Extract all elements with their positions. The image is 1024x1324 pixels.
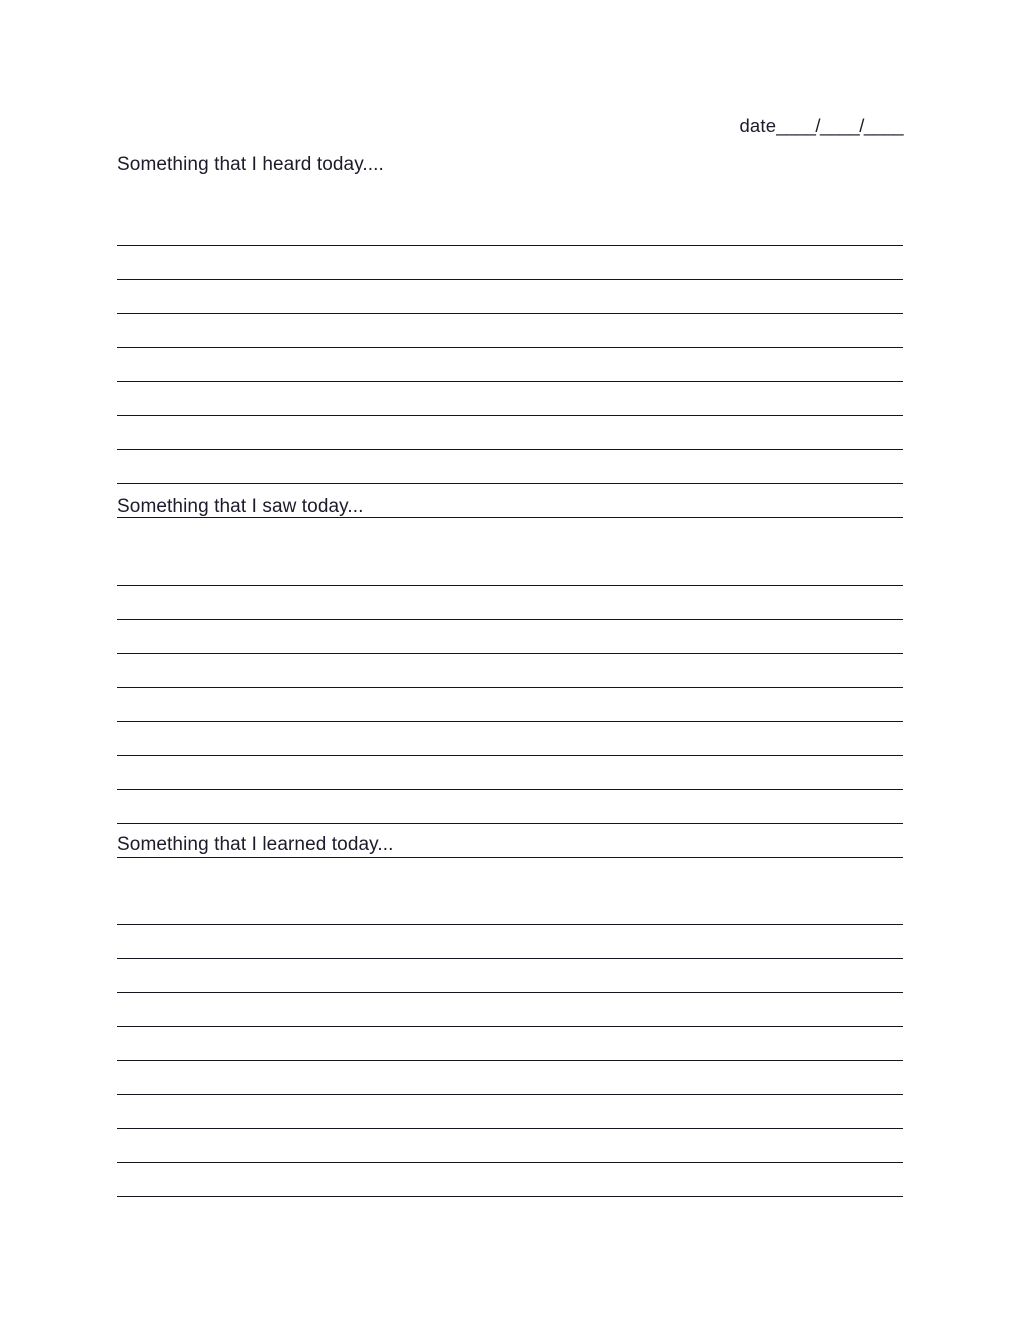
writing-line[interactable] [117, 1129, 903, 1163]
writing-line[interactable] [117, 586, 903, 620]
writing-line[interactable] [117, 790, 903, 824]
writing-line[interactable] [117, 620, 903, 654]
section-saw [117, 497, 903, 858]
writing-line[interactable] [117, 314, 903, 348]
writing-line[interactable] [117, 654, 903, 688]
writing-line[interactable] [117, 756, 903, 790]
writing-line[interactable] [117, 246, 903, 280]
writing-line[interactable] [117, 348, 903, 382]
writing-line[interactable] [117, 382, 903, 416]
writing-line[interactable] [117, 416, 903, 450]
section-heading-learned: Something that I learned today... [117, 834, 394, 855]
writing-line[interactable] [117, 688, 903, 722]
writing-line[interactable] [117, 1163, 903, 1197]
writing-line[interactable] [117, 1095, 903, 1129]
writing-line[interactable] [117, 891, 903, 925]
date-field[interactable] [117, 115, 903, 137]
writing-line[interactable] [117, 450, 903, 484]
section-learned [117, 835, 903, 1197]
date-label: date [739, 115, 777, 136]
writing-line[interactable] [117, 1061, 903, 1095]
writing-lines-heard [117, 212, 903, 518]
writing-line[interactable] [117, 212, 903, 246]
writing-line[interactable] [117, 925, 903, 959]
writing-lines-saw [117, 552, 903, 858]
writing-line[interactable] [117, 280, 903, 314]
writing-line[interactable] [117, 959, 903, 993]
writing-line[interactable] [117, 552, 903, 586]
writing-line[interactable] [117, 1027, 903, 1061]
section-heading-saw: Something that I saw today... [117, 496, 364, 517]
writing-line[interactable] [117, 993, 903, 1027]
section-heading-heard: Something that I heard today.... [117, 154, 384, 175]
date-blank-underscores[interactable]: ____/____/____ [776, 115, 903, 136]
section-heard [117, 155, 903, 518]
writing-line[interactable] [117, 722, 903, 756]
writing-lines-learned [117, 891, 903, 1197]
